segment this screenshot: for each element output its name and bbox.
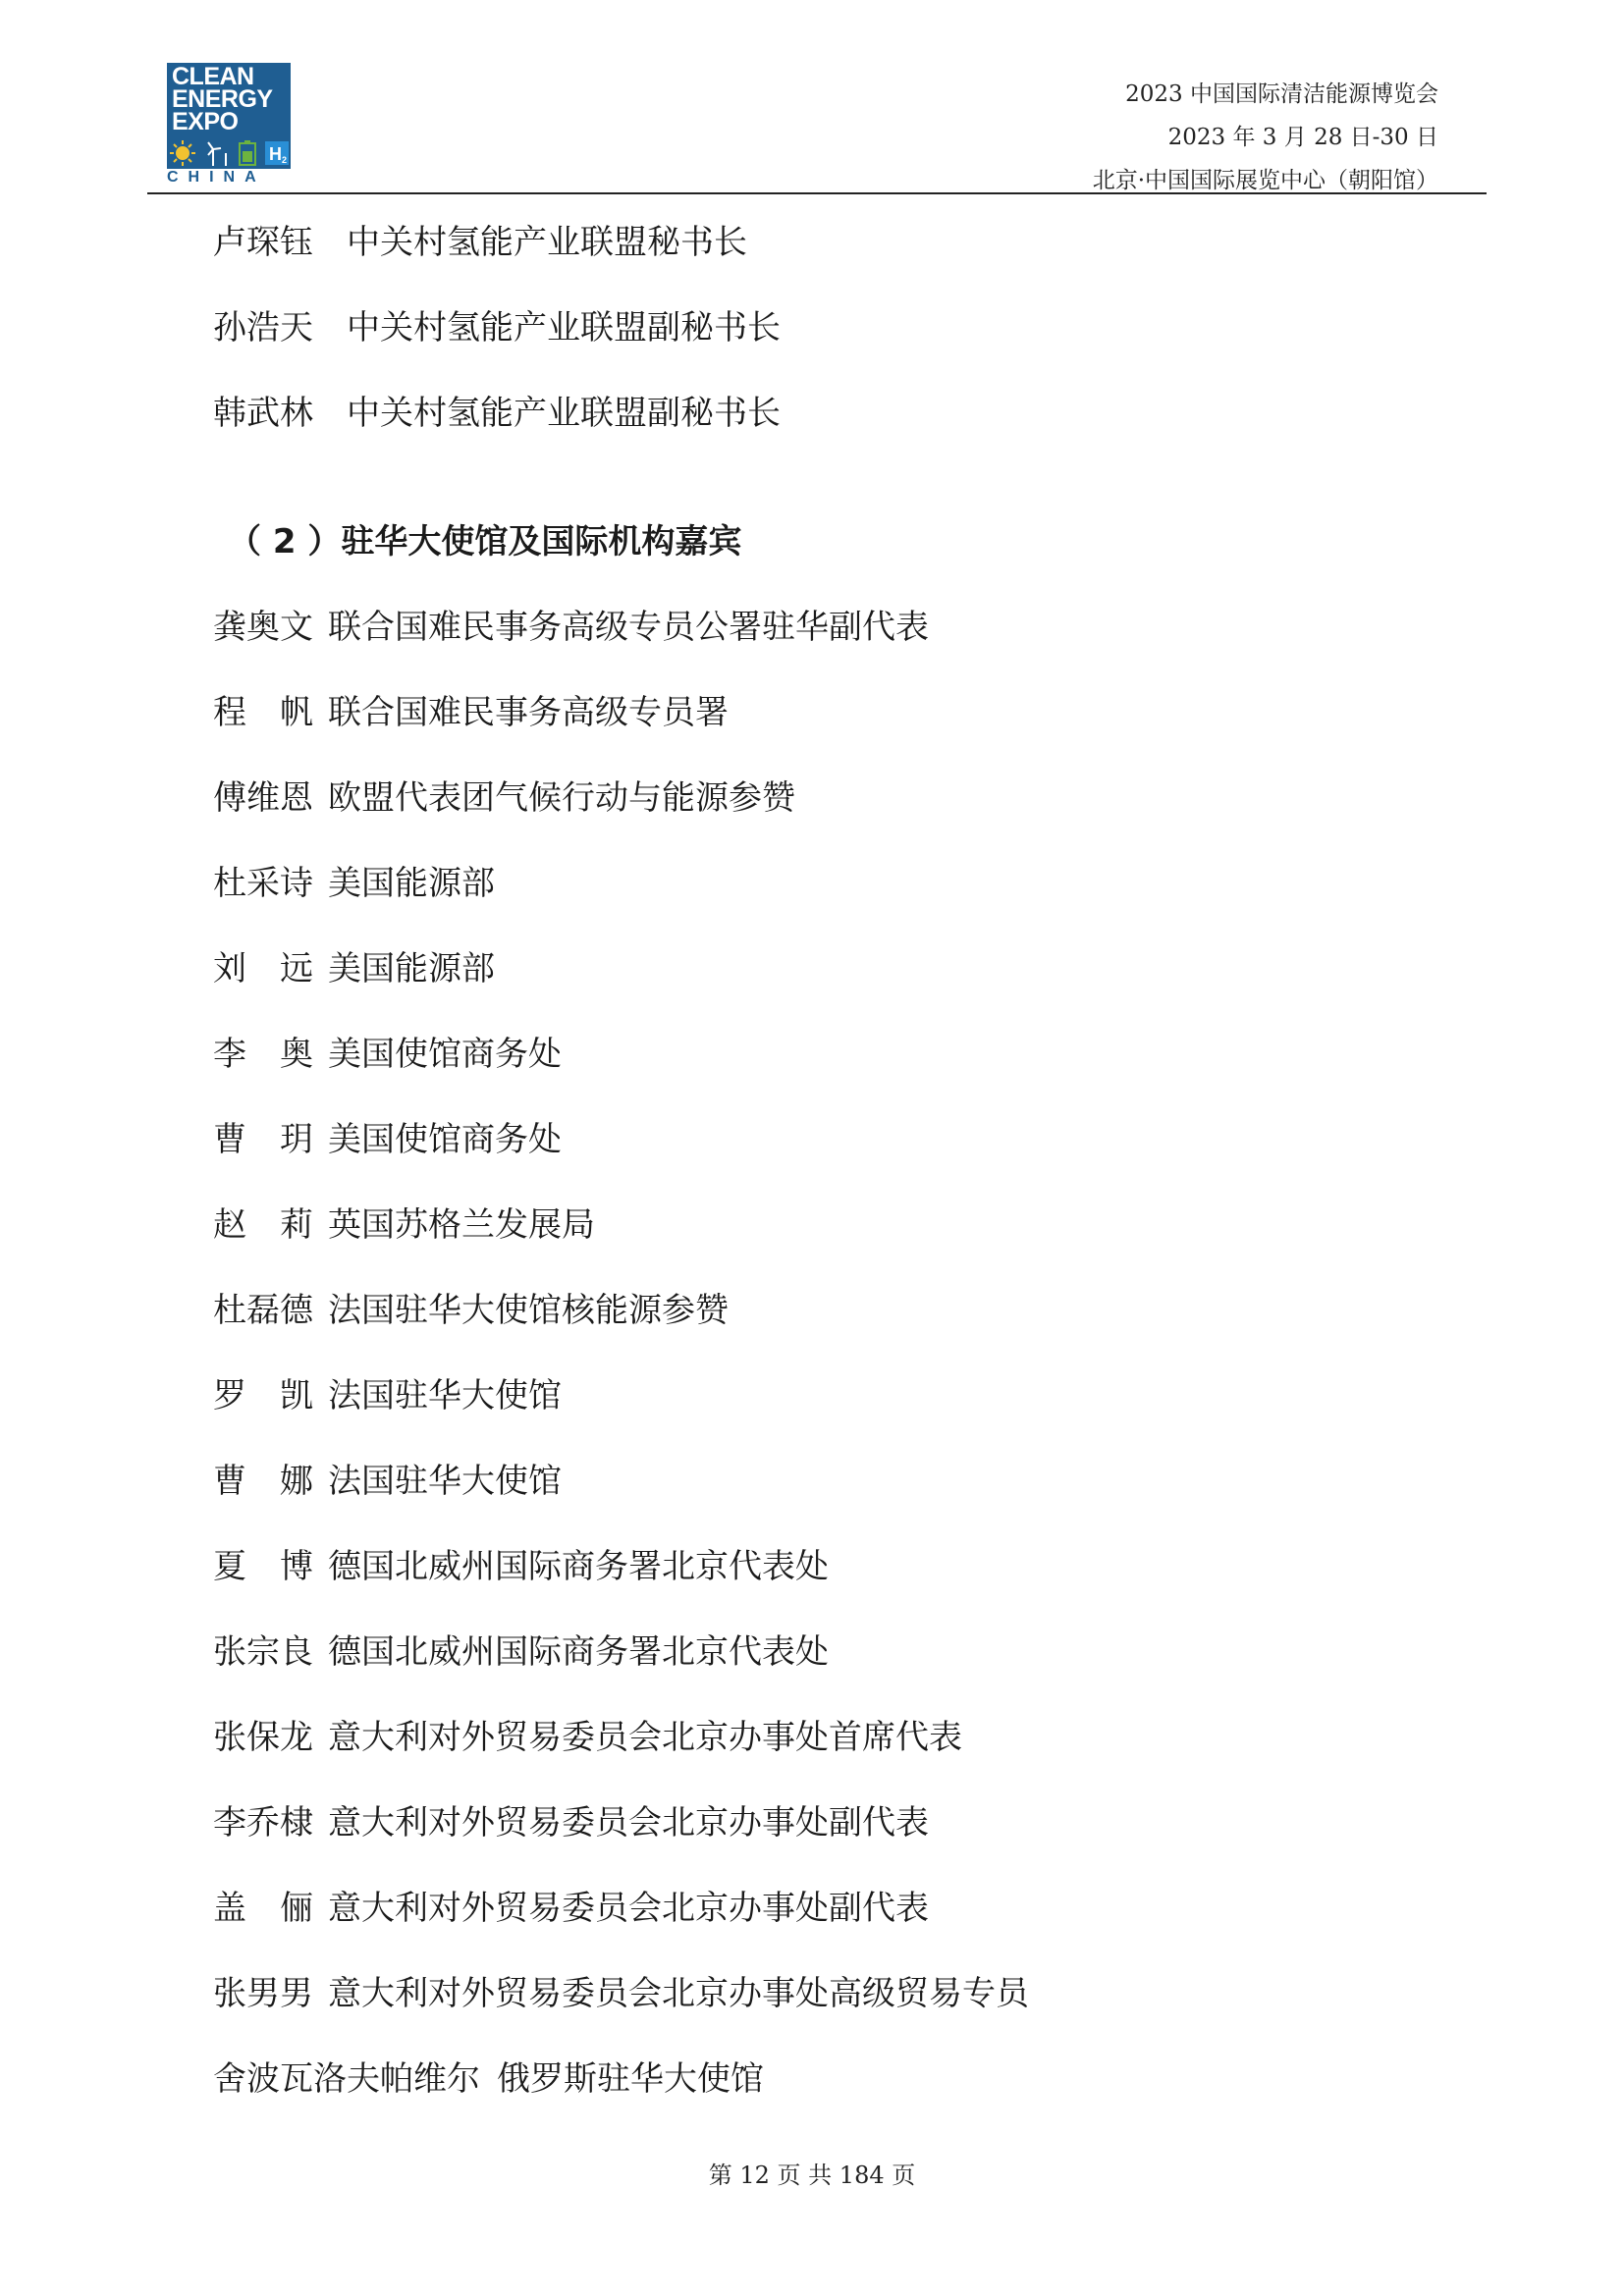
guest-title: 意大利对外贸易委员会北京办事处副代表 <box>328 1803 929 1842</box>
logo-icons <box>169 139 291 167</box>
guest-title: 中关村氢能产业联盟副秘书长 <box>347 308 781 347</box>
guest-row <box>213 1547 829 1586</box>
guest-row <box>213 394 781 433</box>
page-number: 第 12 页 共 184 页 <box>708 2162 916 2189</box>
guest-title: 联合国难民事务高级专员公署驻华副代表 <box>328 608 929 647</box>
sun-icon <box>170 140 195 166</box>
guest-row <box>213 1974 1029 2013</box>
event-name: 2023 中国国际清洁能源博览会 <box>1125 81 1438 107</box>
guest-name: 刘 远 <box>213 949 313 988</box>
logo-word-expo: EXPO <box>172 108 239 135</box>
section-heading <box>228 522 741 561</box>
guest-name: 曹 玥 <box>213 1120 313 1159</box>
guest-title: 意大利对外贸易委员会北京办事处副代表 <box>328 1889 929 1928</box>
logo-word-china: CHINA <box>167 169 266 186</box>
guest-name: 孙浩天 <box>213 308 313 347</box>
guest-title: 中关村氢能产业联盟秘书长 <box>347 223 747 262</box>
guest-title: 俄罗斯驻华大使馆 <box>497 2059 764 2099</box>
guest-name: 程 帆 <box>213 693 313 732</box>
guest-name: 傅维恩 <box>213 778 313 818</box>
guest-name: 张宗良 <box>213 1632 313 1672</box>
guest-row <box>213 1035 562 1074</box>
clean-energy-expo-logo <box>167 63 295 187</box>
guest-title: 法国驻华大使馆 <box>328 1462 562 1501</box>
guest-row <box>213 1291 729 1330</box>
guest-title: 中关村氢能产业联盟副秘书长 <box>347 394 781 433</box>
guest-name: 张保龙 <box>213 1718 313 1757</box>
guest-title: 意大利对外贸易委员会北京办事处高级贸易专员 <box>328 1974 1029 2013</box>
section-number: （ 2 ） <box>228 522 342 561</box>
guest-title: 联合国难民事务高级专员署 <box>328 693 729 732</box>
guest-row <box>213 1718 962 1757</box>
logo-word-clean: CLEAN <box>172 63 254 90</box>
guest-name: 曹 娜 <box>213 1462 313 1501</box>
battery-icon <box>240 140 255 165</box>
guest-title: 欧盟代表团气候行动与能源参赞 <box>328 778 795 818</box>
guest-name: 杜磊德 <box>213 1291 313 1330</box>
guest-row <box>213 1632 829 1672</box>
event-venue: 北京·中国国际展览中心（朝阳馆） <box>1092 168 1438 193</box>
guest-row <box>213 608 929 647</box>
guest-title: 美国能源部 <box>328 949 495 988</box>
guest-name: 杜采诗 <box>213 864 313 903</box>
guest-row <box>213 1889 929 1928</box>
guest-title: 法国驻华大使馆核能源参赞 <box>328 1291 729 1330</box>
guest-title: 德国北威州国际商务署北京代表处 <box>328 1547 829 1586</box>
guest-name: 龚奥文 <box>213 608 313 647</box>
guest-row <box>213 2059 764 2099</box>
guest-name: 李 奥 <box>213 1035 313 1074</box>
guest-name: 赵 莉 <box>213 1205 313 1245</box>
guest-row <box>213 693 729 732</box>
guest-title: 英国苏格兰发展局 <box>328 1205 595 1245</box>
guest-name: 李乔棣 <box>213 1803 313 1842</box>
guest-name: 罗 凯 <box>213 1376 313 1415</box>
event-dates: 2023 年 3 月 28 日-30 日 <box>1167 125 1438 150</box>
guest-title: 意大利对外贸易委员会北京办事处首席代表 <box>328 1718 962 1757</box>
svg-text:H: H <box>269 144 282 164</box>
guest-title: 德国北威州国际商务署北京代表处 <box>328 1632 829 1672</box>
guest-name: 卢琛钰 <box>213 223 313 262</box>
logo-word-energy: ENERGY <box>172 85 273 113</box>
guest-row <box>213 308 781 347</box>
guest-title: 法国驻华大使馆 <box>328 1376 562 1415</box>
hydrogen-h2-icon <box>265 141 289 165</box>
guest-name: 舍波瓦洛夫帕维尔 <box>213 2059 480 2099</box>
svg-text:2: 2 <box>282 155 288 165</box>
guest-title: 美国能源部 <box>328 864 495 903</box>
guest-row <box>213 1462 562 1501</box>
guest-row <box>213 949 495 988</box>
guest-row <box>213 778 795 818</box>
guest-row <box>213 1376 562 1415</box>
guest-title: 美国使馆商务处 <box>328 1120 562 1159</box>
guest-row <box>213 223 747 262</box>
guest-name: 韩武林 <box>213 394 313 433</box>
guest-row <box>213 1205 595 1245</box>
wind-turbine-icon <box>208 142 226 166</box>
guest-row <box>213 1120 562 1159</box>
guest-name: 夏 博 <box>213 1547 313 1586</box>
section-title: 驻华大使馆及国际机构嘉宾 <box>341 522 742 561</box>
header-rule <box>147 192 1487 194</box>
guest-row <box>213 1803 929 1842</box>
guest-name: 张男男 <box>213 1974 313 2013</box>
guest-row <box>213 864 495 903</box>
guest-name: 盖 俪 <box>213 1889 313 1928</box>
guest-title: 美国使馆商务处 <box>328 1035 562 1074</box>
